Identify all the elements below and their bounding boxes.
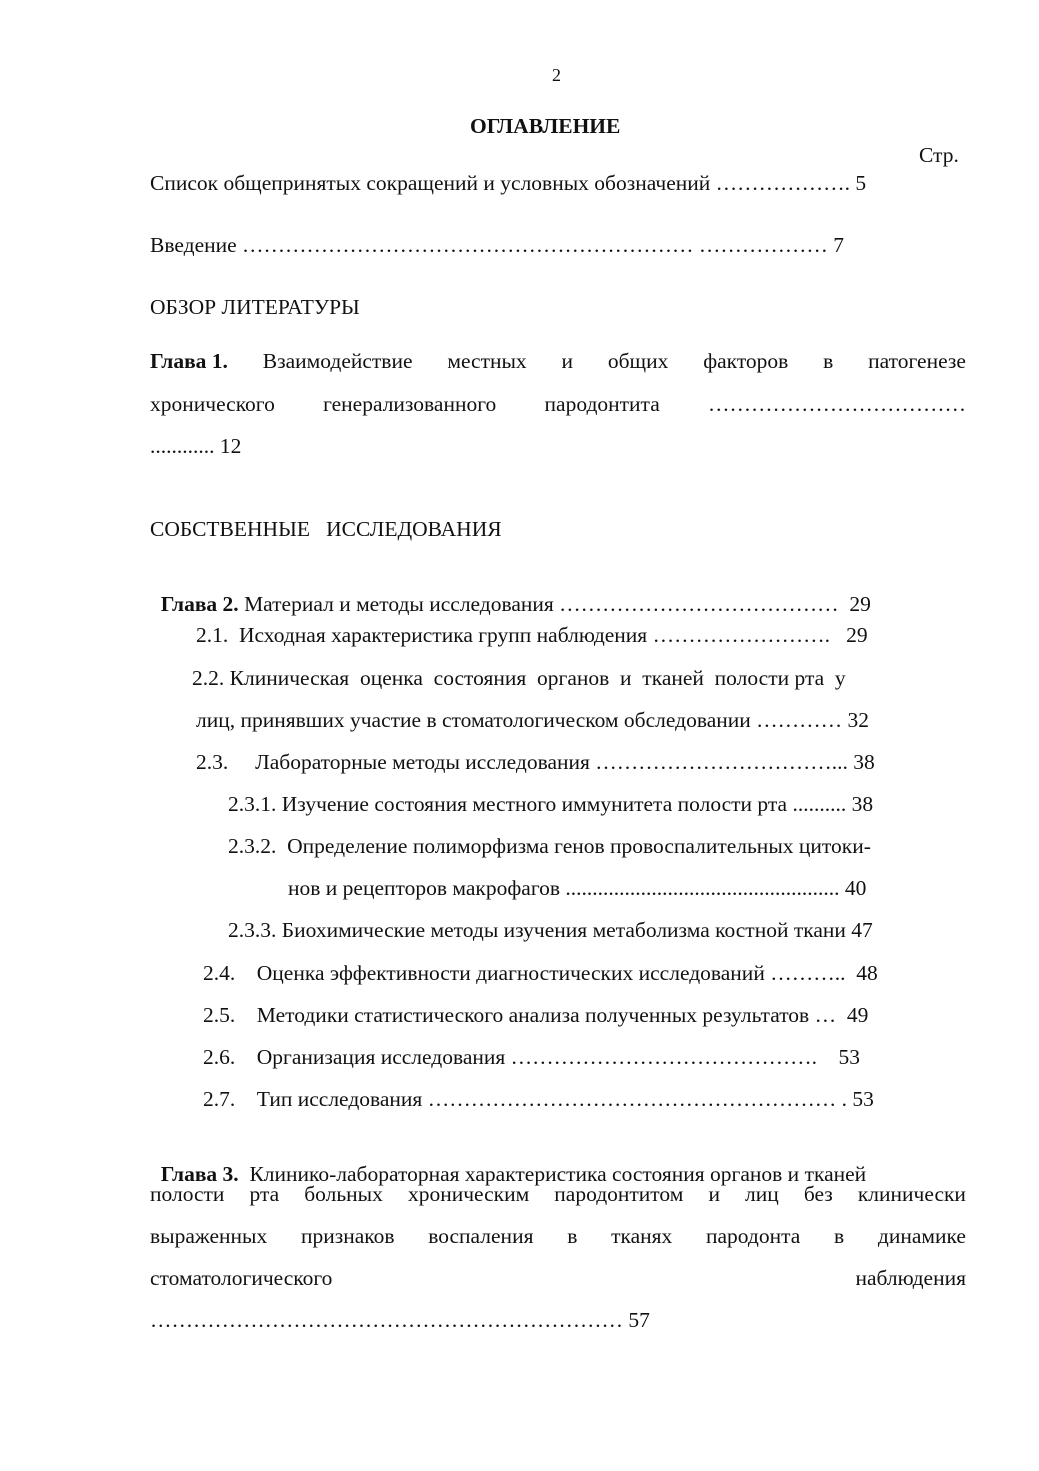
word: и (708, 1182, 720, 1206)
toc-chapter-1-line-2 (150, 394, 966, 416)
word: тканях (611, 1224, 673, 1248)
word: рта (249, 1182, 280, 1206)
toc-chapter-3-line-4 (150, 1268, 966, 1290)
word: в (823, 349, 834, 373)
word: воспаления (428, 1224, 534, 1248)
toc-chapter-1-line-3: ............ 12 (150, 434, 242, 458)
toc-subsection-2-4: 2.4. Оценка эффективности диагностических исследований ……….. 48 (203, 961, 878, 985)
chapter-2-label: Глава 2. (160, 591, 239, 616)
word: в (834, 1224, 845, 1248)
toc-entry-abbreviations: Список общепринятых сокращений и условных обозначений ………………. 5 (150, 171, 867, 195)
toc-subsection-2-7: 2.7. Тип исследования ………………………………………………… . 53 (203, 1087, 874, 1111)
toc-subsection-2-3: 2.3. Лабораторные методы исследования ……………………………... 38 (196, 750, 875, 774)
word: в (567, 1224, 578, 1248)
section-literature-review: ОБЗОР ЛИТЕРАТУРЫ (150, 295, 360, 319)
word: и (561, 349, 574, 373)
chapter-1-label: Глава 1. (150, 349, 228, 373)
word: патогенезе (868, 349, 966, 373)
word: стоматологического (150, 1266, 333, 1290)
word: клинически (857, 1182, 966, 1206)
toc-subsection-2-1: 2.1. Исходная характеристика групп наблюдения ……………………. 29 (196, 623, 868, 647)
word: хронического (150, 392, 275, 416)
toc-subsection-2-3-1: 2.3.1. Изучение состояния местного иммунитета полости рта .......... 38 (228, 792, 874, 816)
toc-chapter-3-line-3 (150, 1226, 966, 1248)
chapter-3-label: Глава 3. (160, 1161, 239, 1186)
toc-chapter-2 (150, 572, 871, 615)
page-column-label: Стр. (919, 143, 959, 167)
chapter-2-text: Материал и методы исследования ………………………………… 29 (238, 591, 871, 616)
toc-subsection-2-5: 2.5. Методики статистического анализа полученных результатов … 49 (203, 1003, 869, 1027)
section-own-research: СОБСТВЕННЫЕ ИССЛЕДОВАНИЯ (150, 517, 502, 541)
word: без (803, 1182, 833, 1206)
word: генерализованного (323, 392, 497, 416)
word: хроническим (407, 1182, 530, 1206)
toc-chapter-3-line-2 (150, 1184, 966, 1206)
word: наблюдения (855, 1266, 966, 1290)
page-title: ОГЛАВЛЕНИЕ (470, 114, 621, 138)
word: пародонтита (544, 392, 660, 416)
page-number: 2 (552, 65, 561, 85)
toc-subsection-2-2-line-2: лиц, принявших участие в стоматологическом обследовании ………… 32 (196, 708, 869, 732)
word: факторов (703, 349, 789, 373)
toc-chapter-3-line-1 (150, 1142, 866, 1185)
word: ……………………………… (708, 392, 966, 416)
word: полости (150, 1182, 225, 1206)
toc-entry-introduction: Введение ……………………………………………………… ……………… 7 (150, 233, 845, 257)
word: Взаимодействие (262, 349, 413, 373)
word: больных (304, 1182, 383, 1206)
toc-chapter-3-line-5: ………………………………………………………… 57 (150, 1308, 650, 1332)
word: лиц (745, 1182, 779, 1206)
word: выраженных (150, 1224, 268, 1248)
word: признаков (300, 1224, 395, 1248)
word: пародонта (706, 1224, 801, 1248)
word: местных (447, 349, 527, 373)
toc-subsection-2-3-2-line-2: нов и рецепторов макрофагов ................................................... 40 (288, 876, 867, 900)
toc-subsection-2-2-line-1: 2.2. Клиническая оценка состояния органов и тканей полости рта у (192, 666, 846, 690)
toc-subsection-2-3-3: 2.3.3. Биохимические методы изучения метаболизма костной ткани 47 (228, 918, 873, 942)
word: общих (607, 349, 669, 373)
toc-chapter-1-line-1 (150, 351, 966, 373)
word: пародонтитом (554, 1182, 684, 1206)
chapter-3-text: Клинико-лабораторная характеристика состояния органов и тканей (238, 1161, 867, 1186)
toc-subsection-2-6: 2.6. Организация исследования ……………………………………. 53 (203, 1045, 861, 1069)
toc-subsection-2-3-2-line-1: 2.3.2. Определение полиморфизма генов провоспалительных цитоки- (228, 834, 871, 858)
word: динамике (877, 1224, 966, 1248)
